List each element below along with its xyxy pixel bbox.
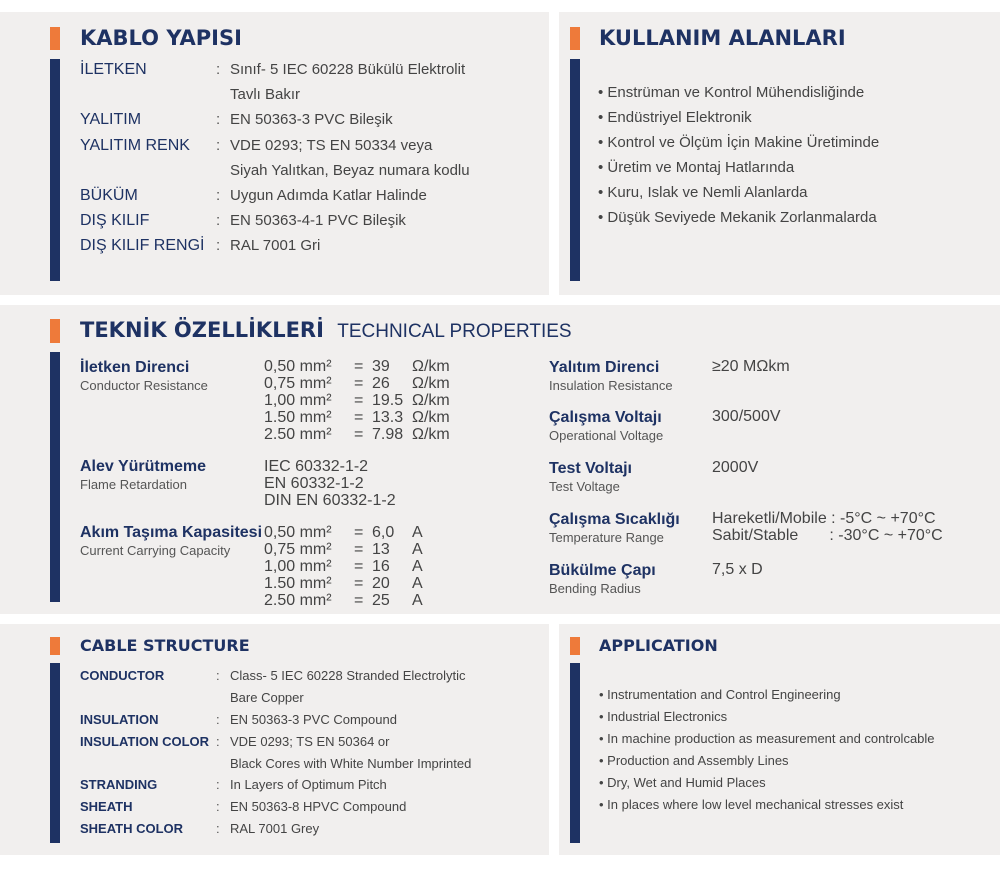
colon: : [216,734,220,749]
current-row [264,592,464,609]
colon: : [216,237,221,254]
cable-value-line: Class- 5 IEC 60228 Stranded Electrolytic [230,668,466,683]
teknik-navy-bar [50,352,60,602]
row-unit: Ω/km [412,426,450,443]
row-size: 1.50 mm² [264,575,332,592]
row-unit: A [412,575,423,592]
kablo-value-line: Tavlı Bakır [230,86,301,103]
row-eq: = [354,426,364,443]
row-value: 6,0 [372,524,395,541]
kullanim-title: KULLANIM ALANLARI [599,26,846,50]
colon: : [216,777,220,792]
cable-label: INSULATION COLOR [80,734,210,749]
insulation-resistance-value: ≥20 MΩkm [712,358,790,375]
row-value: 7.98 [372,426,404,443]
kablo-title: KABLO YAPISI [80,26,242,50]
list-item: • In places where low level mechanical stresses exist [599,794,935,816]
cable-value-line: EN 50363-8 HPVC Compound [230,799,407,814]
cable-value-line: Black Cores with White Number Imprinted [230,756,472,771]
list-item: • Enstrüman ve Kontrol Mühendisliğinde [598,80,879,105]
kablo-navy-bar [50,59,60,281]
row-eq: = [354,592,364,609]
row-unit: Ω/km [412,392,450,409]
prop-sub: Operational Voltage [549,428,664,443]
colon: : [216,61,221,78]
prop-sub: Conductor Resistance [80,378,208,393]
row-value: 16 [372,558,390,575]
kablo-value-line: RAL 7001 Gri [230,237,321,254]
teknik-accent-bar [50,319,60,343]
row-eq: = [354,375,364,392]
kullanim-accent-bar [570,27,580,50]
kullanim-list [598,80,879,230]
row-unit: A [412,541,423,558]
prop-name: Çalışma Voltajı [549,409,662,426]
prop-sub: Flame Retardation [80,477,187,492]
prop-sub: Test Voltage [549,479,620,494]
list-item: • In machine production as measurement and controlcable [599,728,935,750]
row-eq: = [354,358,364,375]
temperature-value: Hareketli/Mobile : -5°C ~ +70°C [712,510,936,527]
kablo-label: YALITIM RENK [80,137,190,154]
cable-accent-bar [50,637,60,655]
colon: : [216,821,220,836]
prop-name: Yalıtım Direnci [549,359,660,376]
cable-label: STRANDING [80,777,158,792]
cable-value-line: VDE 0293; TS EN 50364 or [230,734,390,749]
row-value: 39 [372,358,390,375]
resistance-row [264,409,464,426]
teknik-title [80,318,572,343]
row-size: 1,00 mm² [264,392,332,409]
row-value: 25 [372,592,390,609]
teknik-title-tr: TEKNİK ÖZELLİKLERİ [80,318,324,342]
row-value: 20 [372,575,390,592]
teknik-subtitle: TECHNICAL PROPERTIES [337,321,572,342]
current-row [264,541,464,558]
kablo-value-line: VDE 0293; TS EN 50334 veya [230,137,433,154]
cable-label: SHEATH [80,799,133,814]
resistance-row [264,392,464,409]
conductor-resistance-label [80,359,208,395]
colon: : [216,712,220,727]
row-eq: = [354,524,364,541]
list-item: • Düşük Seviyede Mekanik Zorlanmalarda [598,205,879,230]
colon: : [216,111,221,128]
application-accent-bar [570,637,580,655]
prop-sub: Temperature Range [549,530,664,545]
row-size: 0,75 mm² [264,541,332,558]
cable-value-line: Bare Copper [230,690,304,705]
kablo-label: DIŞ KILIF RENGİ [80,237,205,254]
cable-label: CONDUCTOR [80,668,165,683]
row-value: 19.5 [372,392,404,409]
kablo-value-line: Uygun Adımda Katlar Halinde [230,187,427,204]
kablo-label: BÜKÜM [80,187,138,204]
list-item: • Instrumentation and Control Engineering [599,684,935,706]
colon: : [216,799,220,814]
row-unit: A [412,524,423,541]
row-size: 2.50 mm² [264,592,332,609]
kablo-label: DIŞ KILIF [80,212,150,229]
row-value: 13 [372,541,390,558]
row-eq: = [354,558,364,575]
flame-value: IEC 60332-1-2 [264,458,369,475]
bending-radius-value: 7,5 x D [712,561,763,578]
colon: : [216,212,221,229]
operational-voltage-value: 300/500V [712,408,781,425]
current-row [264,575,464,592]
resistance-row [264,358,464,375]
resistance-row [264,375,464,392]
cable-value-line: In Layers of Optimum Pitch [230,777,387,792]
temperature-range-label [549,511,680,547]
kullanim-navy-bar [570,59,580,281]
kablo-label: YALITIM [80,111,142,128]
row-size: 2.50 mm² [264,426,332,443]
kablo-value-line: EN 50363-4-1 PVC Bileşik [230,212,406,229]
row-size: 0,75 mm² [264,375,332,392]
bending-radius-label [549,562,656,598]
row-eq: = [354,541,364,558]
row-unit: A [412,558,423,575]
list-item: • Production and Assembly Lines [599,750,935,772]
row-eq: = [354,409,364,426]
cable-label: SHEATH COLOR [80,821,184,836]
row-value: 13.3 [372,409,404,426]
row-unit: Ω/km [412,409,450,426]
cable-value-line: EN 50363-3 PVC Compound [230,712,397,727]
row-eq: = [354,575,364,592]
cable-title: CABLE STRUCTURE [80,636,250,655]
prop-name: Çalışma Sıcaklığı [549,511,680,528]
application-navy-bar [570,663,580,843]
prop-name: Bükülme Çapı [549,562,656,579]
list-item: • Industrial Electronics [599,706,935,728]
colon: : [216,137,221,154]
cable-navy-bar [50,663,60,843]
row-value: 26 [372,375,390,392]
row-size: 0,50 mm² [264,358,332,375]
list-item: • Üretim ve Montaj Hatlarında [598,155,879,180]
flame-value: EN 60332-1-2 [264,475,364,492]
test-voltage-label [549,460,632,496]
operational-voltage-label [549,409,663,445]
list-item: • Dry, Wet and Humid Places [599,772,935,794]
cable-label: INSULATION [80,712,159,727]
test-voltage-value: 2000V [712,459,759,476]
cable-value-line: RAL 7001 Grey [230,821,320,836]
row-unit: Ω/km [412,358,450,375]
list-item: • Kuru, Islak ve Nemli Alanlarda [598,180,879,205]
prop-sub: Insulation Resistance [549,378,673,393]
row-unit: A [412,592,423,609]
row-size: 1,00 mm² [264,558,332,575]
temperature-value: Sabit/Stable : -30°C ~ +70°C [712,527,943,544]
kablo-accent-bar [50,27,60,50]
prop-name: Akım Taşıma Kapasitesi [80,524,263,541]
colon: : [216,668,220,683]
prop-name: İletken Direnci [80,359,190,376]
prop-name: Test Voltajı [549,460,632,477]
kablo-value-line: Sınıf- 5 IEC 60228 Bükülü Elektrolit [230,61,466,78]
row-eq: = [354,392,364,409]
resistance-row [264,426,464,443]
current-row [264,524,464,541]
list-item: • Kontrol ve Ölçüm İçin Makine Üretiminde [598,130,879,155]
kablo-value-line: Siyah Yalıtkan, Beyaz numara kodlu [230,162,470,179]
kablo-label: İLETKEN [80,61,147,78]
colon: : [216,187,221,204]
prop-sub: Current Carrying Capacity [80,543,231,558]
current-capacity-label [80,524,262,560]
row-size: 0,50 mm² [264,524,332,541]
prop-name: Alev Yürütmeme [80,458,206,475]
application-list [599,684,935,816]
row-size: 1.50 mm² [264,409,332,426]
flame-value: DIN EN 60332-1-2 [264,492,396,509]
kablo-value-line: EN 50363-3 PVC Bileşik [230,111,393,128]
insulation-resistance-label [549,359,673,395]
flame-retardation-label [80,458,206,494]
application-title: APPLICATION [599,636,718,655]
current-row [264,558,464,575]
prop-sub: Bending Radius [549,581,641,596]
list-item: • Endüstriyel Elektronik [598,105,879,130]
row-unit: Ω/km [412,375,450,392]
